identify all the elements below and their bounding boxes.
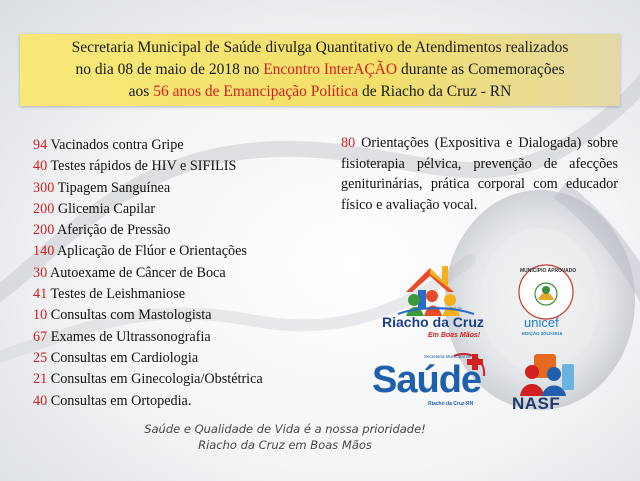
footer-line-2: Riacho da Cruz em Boas Mãos bbox=[198, 438, 372, 452]
banner-line-2: no dia 08 de maio de 2018 no Encontro InterAÇÃO durante as Comemorações bbox=[75, 61, 565, 78]
unicef-edition: EDIÇÃO 2013-2016 bbox=[522, 331, 563, 336]
riacho-da-cruz-logo bbox=[380, 262, 492, 346]
list-item: 41 Testes de Leishmaniose bbox=[33, 286, 186, 303]
nasf-name: NASF bbox=[512, 394, 561, 413]
banner-line-1: Secretaria Municipal de Saúde divulga Quantitativo de Atendimentos realizados bbox=[71, 39, 569, 56]
list-item: 25 Consultas em Cardiologia bbox=[33, 349, 199, 366]
anniversary-highlight: 56 anos de Emancipação Política bbox=[153, 83, 359, 100]
list-item: 200 Glicemia Capilar bbox=[33, 200, 156, 217]
list-item: 40 Testes rápidos de HIV e SIFILIS bbox=[33, 158, 237, 175]
list-item: 30 Autoexame de Câncer de Boca bbox=[33, 264, 226, 281]
event-name: Encontro InterAÇÃO bbox=[263, 61, 398, 78]
list-item: 40 Consultas em Ortopedia. bbox=[33, 392, 192, 409]
saude-name: Saúde bbox=[372, 359, 482, 401]
footer-slogan bbox=[100, 421, 470, 453]
riacho-small-text: Prefeitura Municipal de bbox=[416, 306, 463, 311]
riacho-slogan: Em Boas Mãos! bbox=[428, 332, 481, 339]
secretaria-saude-logo bbox=[368, 352, 494, 416]
list-item: 94 Vacinados contra Gripe bbox=[33, 137, 184, 153]
list-item: 67 Exames de Ultrassonografia bbox=[33, 328, 211, 345]
riacho-name: Riacho da Cruz bbox=[382, 314, 484, 330]
list-item: 300 Tipagem Sanguínea bbox=[33, 179, 171, 196]
services-list bbox=[33, 135, 333, 412]
list-item: 200 Aferição de Pressão bbox=[33, 222, 171, 239]
nasf-people-icon bbox=[506, 352, 582, 398]
nasf-logo bbox=[506, 352, 582, 414]
list-item: 21 Consultas em Ginecologia/Obstétrica bbox=[33, 371, 263, 388]
list-item: 10 Consultas com Mastologista bbox=[33, 307, 212, 324]
unicef-arc-text: MUNICÍPIO APROVADO bbox=[520, 268, 577, 274]
list-item: 140 Aplicação de Flúor e Orientações bbox=[33, 243, 247, 260]
orientations-paragraph: 80 Orientações (Expositiva e Dialogada) sobre fisioterapia pélvica, prevenção de afecções geniturinárias, prática corporal com educador físico e avaliação vocal. bbox=[341, 135, 618, 213]
unicef-seal-logo bbox=[514, 262, 578, 338]
saude-arc-text: Secretaria Municipal de bbox=[424, 354, 472, 359]
unicef-name: unicef bbox=[524, 315, 559, 330]
footer-line-1: Saúde e Qualidade de Vida é a nossa prioridade! bbox=[144, 422, 426, 436]
banner-line-3: aos 56 anos de Emancipação Política de Riacho da Cruz - RN bbox=[128, 83, 512, 100]
saude-subtitle: Riacho da Cruz-RN bbox=[428, 401, 474, 407]
header-banner bbox=[20, 34, 620, 106]
